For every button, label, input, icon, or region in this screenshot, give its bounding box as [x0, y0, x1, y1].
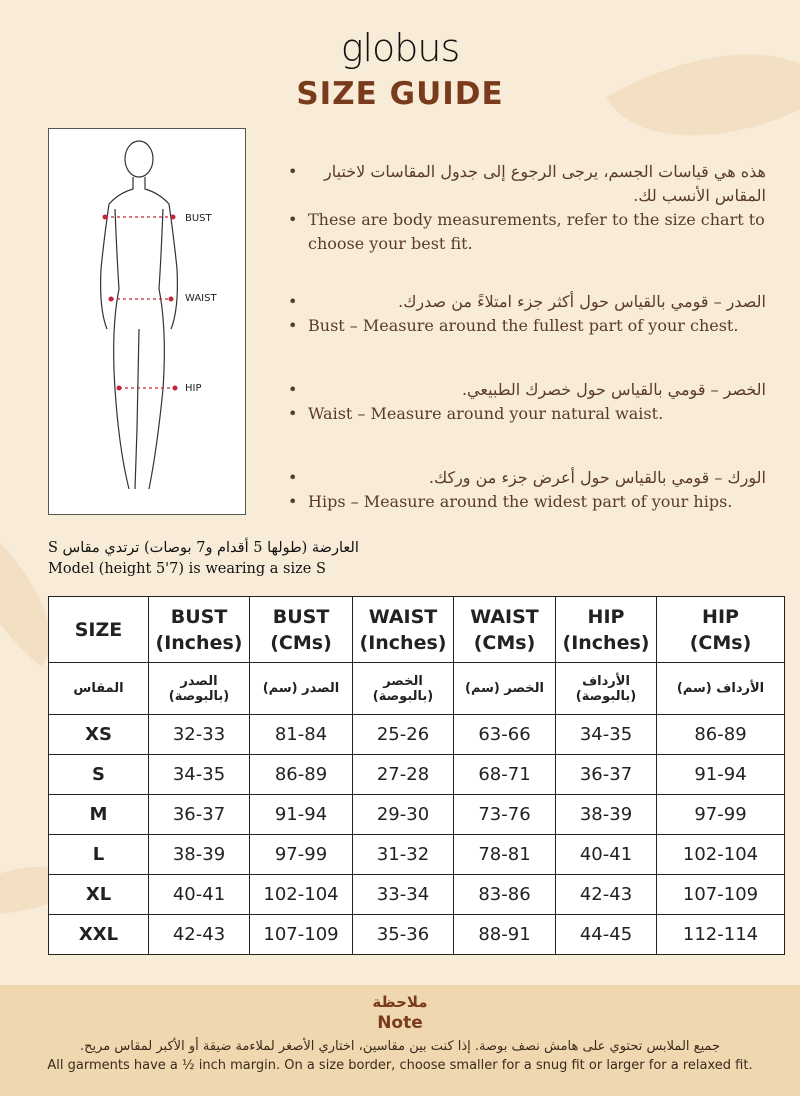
measurement-cell: 32-33 [149, 715, 250, 755]
table-row [49, 835, 785, 875]
column-header-ar: المقاس [49, 663, 149, 715]
note-text-en: All garments have a ½ inch margin. On a size border, choose smaller for a snug fit or larger for a relaxed fit. [47, 1058, 753, 1073]
measurement-cell: 102-104 [250, 875, 353, 915]
bullet-en: • These are body measurements, refer to the size chart to choose your best fit. [286, 208, 766, 256]
waist-label: WAIST [185, 293, 217, 304]
model-info-ar: العارضة (طولها 5 أقدام و7 بوصات) ترتدي مقاس S [48, 540, 359, 556]
column-header-ar: الصدر (بالبوصة) [149, 663, 250, 715]
measurement-cell: 112-114 [657, 915, 785, 955]
measurement-cell: 40-41 [556, 835, 657, 875]
measurement-cell: 40-41 [149, 875, 250, 915]
model-info [48, 538, 359, 580]
table-row [49, 755, 785, 795]
size-cell: S [49, 755, 149, 795]
measurement-cell: 107-109 [657, 875, 785, 915]
column-header-line: (Inches) [562, 631, 650, 654]
measurement-cell: 86-89 [250, 755, 353, 795]
size-cell: M [49, 795, 149, 835]
measurement-cell: 63-66 [454, 715, 556, 755]
table-row [49, 915, 785, 955]
measurement-cell: 34-35 [149, 755, 250, 795]
measurement-cell: 29-30 [353, 795, 454, 835]
column-header-line: (CMs) [473, 631, 536, 654]
column-header-ar: الخصر (بالبوصة) [353, 663, 454, 715]
page-title: SIZE GUIDE [296, 76, 504, 112]
measurement-cell: 107-109 [250, 915, 353, 955]
column-header [49, 597, 149, 663]
note-section [0, 985, 800, 1096]
measurement-cell: 73-76 [454, 795, 556, 835]
column-header-line: (CMs) [270, 631, 332, 654]
measurement-cell: 91-94 [250, 795, 353, 835]
table-row [49, 875, 785, 915]
note-title-en: Note [377, 1013, 423, 1033]
bust-label: BUST [185, 213, 212, 224]
size-cell: L [49, 835, 149, 875]
column-header-ar: الأرداف (سم) [657, 663, 785, 715]
size-cell: XL [49, 875, 149, 915]
bullet-en: • Hips – Measure around the widest part of your hips. [286, 490, 766, 514]
column-header [149, 597, 250, 663]
measurement-cell: 83-86 [454, 875, 556, 915]
column-header-line: (Inches) [359, 631, 447, 654]
measurement-cell: 34-35 [556, 715, 657, 755]
measurement-cell: 44-45 [556, 915, 657, 955]
column-header [454, 597, 556, 663]
column-header-line: HIP [587, 605, 625, 628]
measurement-cell: 81-84 [250, 715, 353, 755]
measurement-cell: 25-26 [353, 715, 454, 755]
column-header [556, 597, 657, 663]
column-header-line: BUST [170, 605, 228, 628]
hip-label: HIP [185, 383, 202, 394]
column-header [250, 597, 353, 663]
model-info-en: Model (height 5'7) is wearing a size S [48, 561, 326, 577]
size-chart-table [48, 596, 785, 955]
column-header-ar: الخصر (سم) [454, 663, 556, 715]
body-figure-illustration [48, 128, 246, 515]
table-row [49, 715, 785, 755]
note-text-ar: جميع الملابس تحتوي على هامش نصف بوصة. إذا كنت بين مقاسين، اختاري الأصغر لملاءمة ضيقة أو الأكبر لمقاس مريح. [79, 1039, 721, 1054]
column-header-line: (CMs) [689, 631, 752, 654]
table-row [49, 795, 785, 835]
bullet-ar: • هذه هي قياسات الجسم، يرجى الرجوع إلى جدول المقاسات لاختيار المقاس الأنسب لك. [286, 160, 766, 208]
measurement-cell: 91-94 [657, 755, 785, 795]
measurement-cell: 36-37 [556, 755, 657, 795]
column-header-line: (Inches) [155, 631, 243, 654]
measurement-cell: 97-99 [250, 835, 353, 875]
size-cell: XXL [49, 915, 149, 955]
column-header-line: HIP [702, 605, 739, 628]
measurement-cell: 68-71 [454, 755, 556, 795]
bullet-en: • Waist – Measure around your natural waist. [286, 402, 766, 426]
column-header-ar: الصدر (سم) [250, 663, 353, 715]
measurement-cell: 33-34 [353, 875, 454, 915]
measurement-cell: 31-32 [353, 835, 454, 875]
column-header [657, 597, 785, 663]
measurement-cell: 102-104 [657, 835, 785, 875]
measurement-cell: 35-36 [353, 915, 454, 955]
column-header-line: SIZE [74, 618, 123, 641]
bullet-ar: • الورك – قومي بالقياس حول أعرض جزء من وركك. [286, 466, 766, 490]
measurement-instructions [286, 160, 766, 548]
column-header-line: WAIST [368, 605, 438, 628]
measurement-cell: 78-81 [454, 835, 556, 875]
measurement-cell: 38-39 [556, 795, 657, 835]
measurement-cell: 42-43 [149, 915, 250, 955]
brand-logo: globus [340, 26, 460, 70]
bullet-ar: • الصدر – قومي بالقياس حول أكثر جزء امتلاءً من صدرك. [286, 290, 766, 314]
column-header-line: WAIST [470, 605, 539, 628]
bullet-ar: • الخصر – قومي بالقياس حول خصرك الطبيعي. [286, 378, 766, 402]
measurement-cell: 38-39 [149, 835, 250, 875]
measurement-cell: 27-28 [353, 755, 454, 795]
column-header-line: BUST [272, 605, 330, 628]
size-cell: XS [49, 715, 149, 755]
column-header-ar: الأرداف (بالبوصة) [556, 663, 657, 715]
measurement-cell: 86-89 [657, 715, 785, 755]
measurement-cell: 97-99 [657, 795, 785, 835]
bullet-en: • Bust – Measure around the fullest part of your chest. [286, 314, 766, 338]
measurement-cell: 88-91 [454, 915, 556, 955]
note-title-ar: ملاحظة [372, 993, 428, 1011]
column-header [353, 597, 454, 663]
measurement-cell: 42-43 [556, 875, 657, 915]
measurement-cell: 36-37 [149, 795, 250, 835]
